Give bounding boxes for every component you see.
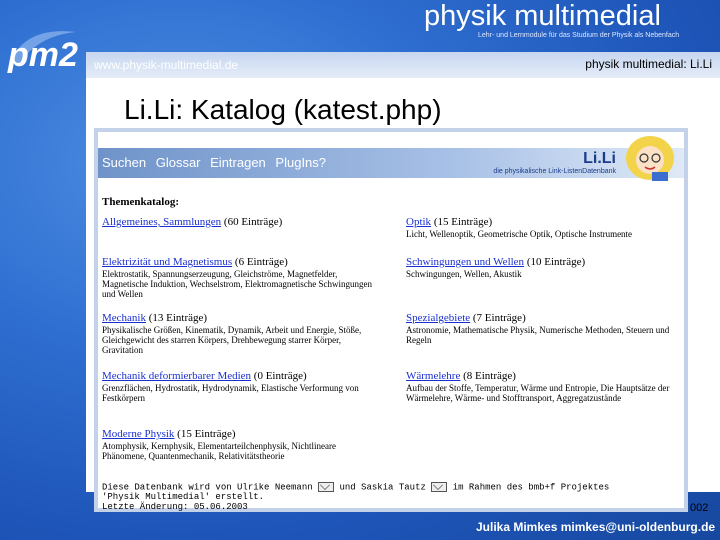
- category-optik: [406, 216, 686, 239]
- category-link[interactable]: Mechanik deformierbarer Medien: [102, 370, 252, 382]
- nav-links: [102, 155, 332, 170]
- category-count: (8 Einträge): [460, 370, 516, 382]
- category-deformierbar: [102, 370, 382, 403]
- brand-name: Li.Li: [583, 150, 616, 167]
- author-credit: Julika Mimkes mimkes@uni-oldenburg.de: [476, 520, 716, 534]
- page-number: 002: [690, 502, 709, 514]
- category-desc: Atomphysik, Kernphysik, Elementarteilchenphysik, Nichtlineare Phänomene, Quantenmechanik, Relativitätstheorie: [102, 441, 336, 461]
- footer-text-c: im Rahmen des bmb+f Projektes: [452, 482, 610, 493]
- category-waermelehre: [406, 370, 686, 403]
- category-mechanik: [102, 312, 382, 355]
- section-label: physik multimedial: Li.Li: [585, 57, 712, 71]
- category-allgemeines: [102, 216, 382, 229]
- footer-last-change: Letzte Änderung: 05.06.2003: [102, 502, 248, 513]
- footer-text-b: und Saskia Tautz: [339, 482, 426, 493]
- category-count: (0 Einträge): [251, 370, 307, 382]
- category-count: (60 Einträge): [221, 216, 283, 228]
- footer-line2: 'Physik Multimedial' erstellt.: [102, 492, 265, 503]
- category-desc: Elektrostatik, Spannungserzeugung, Gleichströme, Magnetfelder, Magnetische Induktion, Wechselstrom, Elektromagnetische Schwingungen und Wellen: [102, 269, 373, 299]
- category-link[interactable]: Optik: [406, 216, 432, 228]
- embedded-screenshot: [94, 128, 688, 512]
- category-link[interactable]: Mechanik: [102, 312, 146, 324]
- slide-title: Li.Li: Katalog (katest.php): [124, 94, 442, 125]
- category-spezialgebiete: [406, 312, 686, 345]
- category-desc: Physikalische Größen, Kinematik, Dynamik, Arbeit und Energie, Stöße, Gleichgewicht des starren Körpers, Drehbewegung starrer Körper, Gravitation: [102, 325, 362, 355]
- pm2-logo: [6, 22, 86, 82]
- nav-suchen[interactable]: Suchen: [102, 155, 147, 170]
- category-link[interactable]: Spezialgebiete: [406, 312, 471, 324]
- logo-text: pm2: [8, 36, 78, 74]
- category-count: (15 Einträge): [431, 216, 493, 228]
- category-desc: Grenzflächen, Hydrostatik, Hydrodynamik, Elastische Verformung von Festkörpern: [102, 383, 359, 403]
- mail-icon[interactable]: [318, 482, 334, 492]
- header-bar: [86, 52, 720, 78]
- category-desc: Licht, Wellenoptik, Geometrische Optik, Optische Instrumente: [406, 229, 633, 239]
- category-link[interactable]: Allgemeines, Sammlungen: [102, 216, 222, 228]
- category-moderne-physik: [102, 428, 382, 461]
- category-desc: Aufbau der Stoffe, Temperatur, Wärme und Entropie, Die Hauptsätze der Wärmelehre, Wärme- und Stofftransport, Aggregatzustände: [406, 383, 670, 403]
- catalog-heading: Themenkatalog:: [102, 196, 179, 208]
- category-link[interactable]: Schwingungen und Wellen: [406, 256, 525, 268]
- nav-glossar[interactable]: Glossar: [155, 155, 201, 170]
- nav-plugins[interactable]: PlugIns?: [275, 155, 327, 170]
- category-desc: Schwingungen, Wellen, Akustik: [406, 269, 522, 279]
- screenshot-page: [98, 132, 684, 513]
- brand-tagline: die physikalische Link-ListenDatenbank: [493, 168, 616, 175]
- site-title: physik multimedial: [424, 0, 661, 32]
- site-url[interactable]: www.physik-multimedial.de: [94, 58, 239, 72]
- category-count: (6 Einträge): [232, 256, 288, 268]
- mail-icon[interactable]: [431, 482, 447, 492]
- mascot-icon: [620, 132, 680, 184]
- footer-text-a: Diese Datenbank wird von Ulrike Neemann: [102, 482, 313, 493]
- category-schwingungen: [406, 256, 686, 279]
- screenshot-footer: [102, 482, 682, 512]
- site-subtitle: Lehr- und Lernmodule für das Studium der Physik als Nebenfach: [478, 32, 680, 39]
- category-count: (15 Einträge): [174, 428, 236, 440]
- category-count: (7 Einträge): [470, 312, 526, 324]
- category-count: (13 Einträge): [145, 312, 208, 324]
- category-link[interactable]: Wärmelehre: [406, 370, 461, 382]
- category-link[interactable]: Elektrizität und Magnetismus: [102, 256, 233, 268]
- category-count: (10 Einträge): [524, 256, 586, 268]
- category-elektrizitaet: [102, 256, 382, 299]
- category-desc: Astronomie, Mathematische Physik, Numerische Methoden, Steuern und Regeln: [406, 325, 670, 345]
- lili-navbar: [98, 148, 684, 178]
- category-link[interactable]: Moderne Physik: [102, 428, 175, 440]
- nav-eintragen[interactable]: Eintragen: [210, 155, 266, 170]
